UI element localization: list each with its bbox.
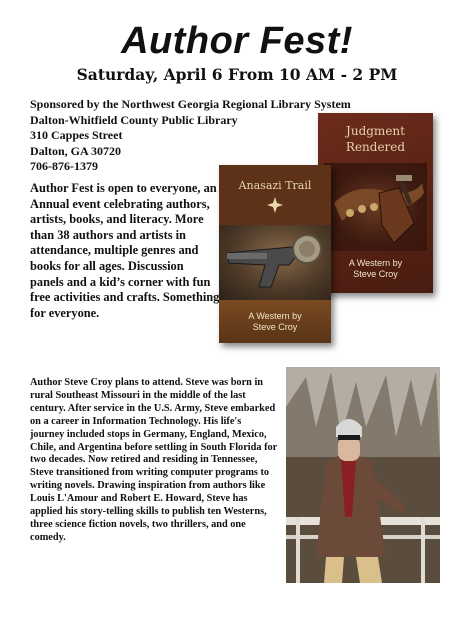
library-name: Dalton-Whitfield County Public Library (30, 112, 238, 127)
byline-line: Steve Croy (252, 322, 298, 332)
sponsor-line: Sponsored by the Northwest Georgia Regional Library System (30, 97, 351, 111)
author-bio: Author Steve Croy plans to attend. Steve was born in rural Southeast Missouri in the middle of the last century. After service in the U.S. Army, Steve embarked on a career in Information Technology. His life's journey included stops in Germany, England, Mexico, Chile, and Argentina before settling in South Florida for two decades. Now retired and residing in Tennessee, Steve transitioned from writing computer programs to writing novels. Drawing inspiration from authors like Louis L'Amour and Robert E. Howard, Steve has applied his story-telling skills to publish ten Westerns, three science fiction novels, two thrillers, and one comedy. (30, 377, 278, 543)
city-state-zip: Dalton, GA 30720 (30, 143, 122, 158)
book-cover-anasazi-trail (219, 165, 331, 343)
compass-icon (267, 197, 283, 213)
event-date-time: Saturday, April 6 From 10 AM - 2 PM (76, 65, 398, 84)
author-photo (286, 367, 440, 583)
book-byline (219, 311, 331, 333)
holster-illustration (324, 163, 427, 251)
book-title: Anasazi Trail (238, 179, 312, 192)
book-cover-judgment-rendered (318, 113, 433, 293)
street-address: 310 Cappes Street (30, 128, 123, 142)
sponsor-block (30, 97, 351, 175)
flyer-title: Author Fest! (121, 20, 353, 62)
byline-line: A Western by (248, 311, 302, 321)
byline-line: A Western by (348, 258, 403, 268)
book-title-line: Judgment (346, 124, 405, 138)
revolver-illustration (219, 225, 331, 300)
phone-number: 706-876-1379 (30, 159, 98, 173)
book-byline (318, 258, 433, 280)
book-title (318, 123, 433, 155)
book-title-line: Rendered (345, 140, 406, 154)
byline-line: Steve Croy (353, 269, 398, 279)
event-description: Author Fest is open to everyone, an Annual event celebrating authors, artists, books, and literacy. More than 38 authors and artists in attendance, multiple genres and books for all ages. Discussion panels and a kid’s corner with fun free activities and crafts. Something for everyone. (30, 181, 220, 320)
